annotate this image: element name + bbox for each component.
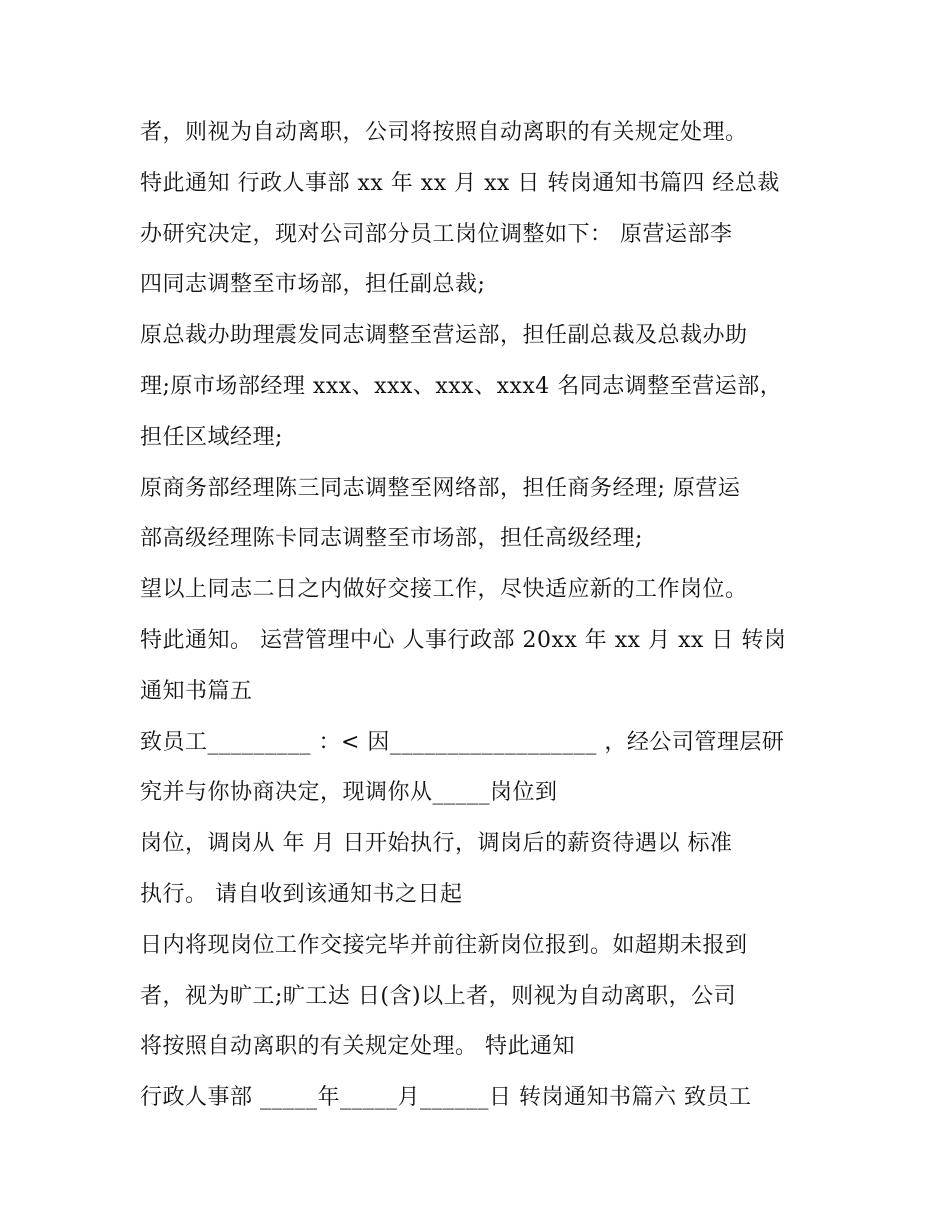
text-line: 者，视为旷工;旷工达 日(含)以上者，则视为自动离职，公司	[140, 983, 737, 1009]
text-line: 望以上同志二日之内做好交接工作，尽快适应新的工作岗位。	[140, 577, 748, 603]
text-line: 部高级经理陈卡同志调整至市场部，担任高级经理;	[140, 526, 643, 552]
text-line: 通知书篇五	[140, 678, 253, 704]
text-line: 特此通知。 运营管理中心 人事行政部 20xx 年 xx 月 xx 日 转岗	[140, 627, 787, 653]
text-line: 四同志调整至市场部，担任副总裁;	[140, 272, 486, 298]
text-line: 将按照自动离职的有关规定处理。 特此通知	[140, 1034, 575, 1060]
text-line: 理;原市场部经理 xxx、xxx、xxx、xxx4 名同志调整至营运部，	[140, 373, 783, 399]
text-line: 原商务部经理陈三同志调整至网络部，担任商务经理; 原营运	[140, 475, 741, 501]
text-line: 日内将现岗位工作交接完毕并前往新岗位报到。如超期未报到	[140, 932, 748, 958]
text-line: 办研究决定，现对公司部分员工岗位调整如下： 原营运部李	[140, 221, 733, 247]
text-line: 担任区域经理;	[140, 424, 283, 450]
text-line: 特此通知 行政人事部 xx 年 xx 月 xx 日 转岗通知书篇四 经总裁	[140, 170, 780, 196]
text-line: 岗位，调岗从 年 月 日开始执行，调岗后的薪资待遇以 标准	[140, 831, 733, 857]
text-line: 原总裁办助理震发同志调整至营运部，担任副总裁及总裁办助	[140, 323, 748, 349]
text-line: 执行。 请自收到该通知书之日起	[140, 881, 463, 907]
text-line: 究并与你协商决定，现调你从_____岗位到	[140, 780, 558, 806]
document-body	[140, 108, 830, 1124]
text-line: 致员工_________ ：< 因__________________ ，经公司管理层研	[140, 729, 785, 755]
text-line: 者，则视为自动离职，公司将按照自动离职的有关规定处理。	[140, 120, 748, 145]
text-line: 行政人事部 _____年_____月______日 转岗通知书篇六 致员工	[140, 1085, 752, 1111]
